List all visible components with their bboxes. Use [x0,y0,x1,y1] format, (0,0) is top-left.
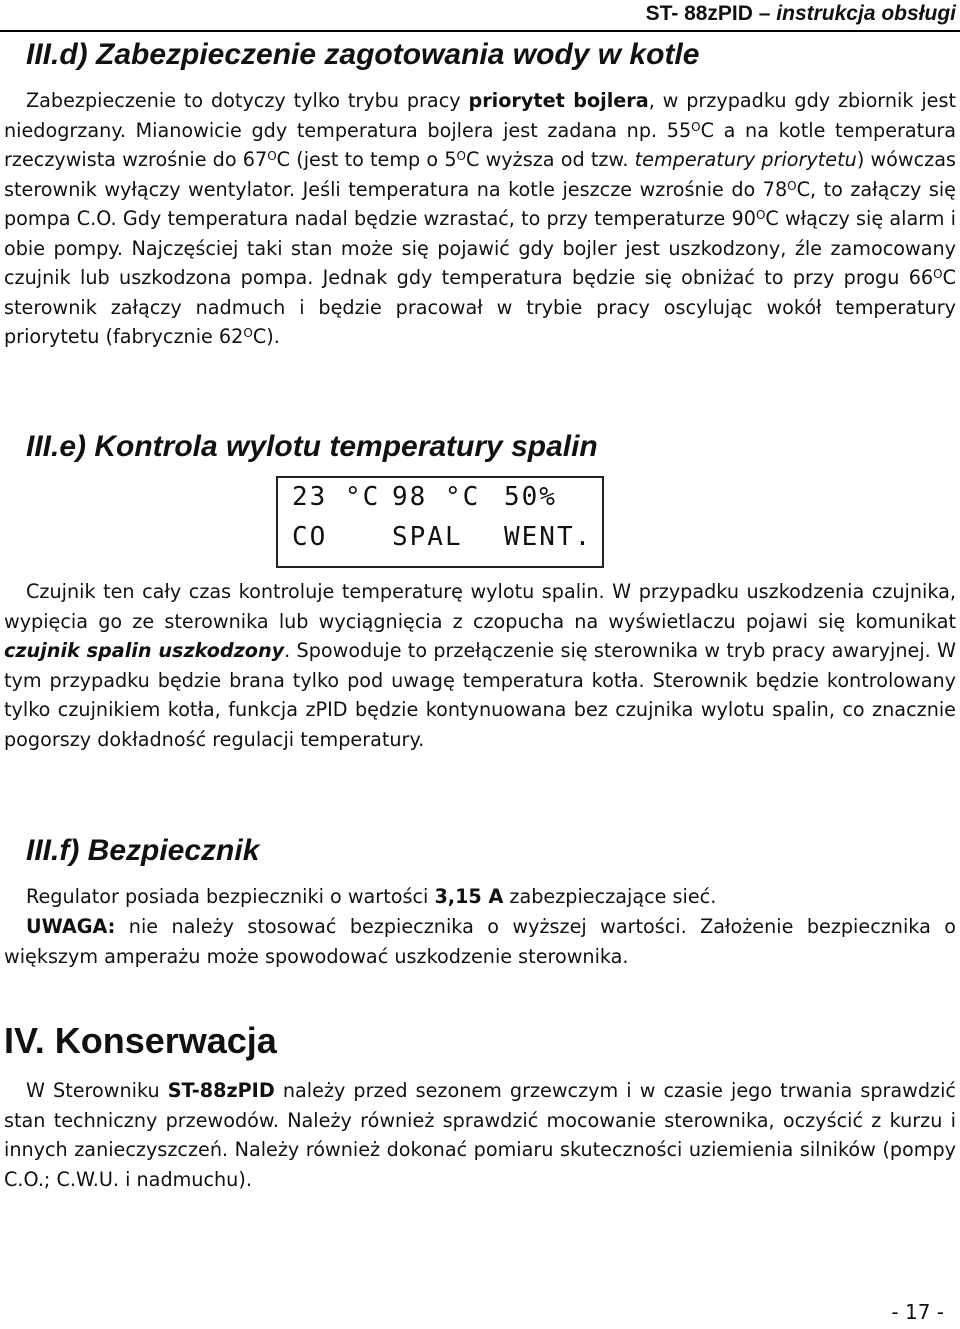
section-f-paragraph-2: UWAGA: nie należy stosować bezpiecznika o wyższej wartości. Założenie bezpiecznika o większym amperażu może spowodować uszkodzenie sterownika. [4,915,956,968]
lcd-co-temp: 23 °C [292,482,381,512]
section-iv-paragraph: W Sterowniku ST-88zPID należy przed sezonem grzewczym i w czasie jego trwania sprawdzić stan techniczny przewodów. Należy również sprawdzić mocowanie sterownika, oczyścić z kurzu i innych zanieczyszczeń. Należy również dokonać pomiaru skuteczności uziemienia silników (pompy C.O.; C.W.U. i nadmuchu). [4,1079,956,1191]
lcd-row-top [292,482,592,516]
header-divider [0,30,960,32]
running-header: ST- 88zPID – instrukcja obsługi [645,2,956,25]
lcd-display [276,476,604,568]
lcd-exhaust-label: SPAL [392,522,463,552]
section-d-heading: III.d) Zabezpieczenie zagotowania wody w kotle [26,38,700,71]
header-model: ST- 88zPID [645,2,753,25]
section-e-paragraph: Czujnik ten cały czas kontroluje temperaturę wylotu spalin. W przypadku uszkodzenia czujnika, wypięcia go ze sterownika lub wyciągnięcia z czopucha na wyświetlaczu pojawi się komunikat czujnik spalin uszkodzony. Spowoduje to przełączenie się sterownika w tryb pracy awaryjnej. W tym przypadku będzie brana tylko pod uwagę temperatura kotła. Sterownik będzie kontrolowany tylko czujnikiem kotła, funkcja zPID będzie kontynuowana bez czujnika wylotu spalin, co znacznie pogorszy dokładność regulacji temperatury. [4,580,956,751]
section-d-paragraph: Zabezpieczenie to dotyczy tylko trybu pracy priorytet bojlera, w przypadku gdy zbiornik jest niedogrzany. Mianowicie gdy temperatura bojlera jest zadana np. $55^OC$ a na kotle temperatura rzeczywista wzrośnie do $67^OC$ (jest to temp o $5^OC$ wyższa od tzw. temperatury priorytetu) wówczas sterownik wyłączy wentylator. Jeśli temperatura na kotle jeszcze wzrośnie do $78^OC$, to załączy się pompa C.O. Gdy temperatura nadal będzie wzrastać, to przy temperaturze $90^OC$ włączy się alarm i obie pompy. Najczęściej taki stan może się pojawić gdy bojler jest uszkodzony, źle zamocowany czujnik lub uszkodzona pompa. Jednak gdy temperatura będzie się obniżać to przy progu $66^OC$ sterownik załączy nadmuch i będzie pracował w trybie pracy oscylując wokół temperatury priorytetu (fabrycznie $62^OC$). [4,89,957,348]
lcd-exhaust-temp: 98 °C [392,482,481,512]
lcd-co-label: CO [292,522,328,552]
section-e-heading: III.e) Kontrola wylotu temperatury spalin [26,430,598,463]
page-number: - 17 - [891,1300,944,1324]
header-title: instrukcja obsługi [776,2,956,25]
section-f-paragraph-1: Regulator posiada bezpieczniki o wartości 3,15 A zabezpieczające sieć. [26,885,717,908]
lcd-row-bottom [292,522,592,556]
section-iv-heading: IV. Konserwacja [4,1020,277,1061]
section-f-heading: III.f) Bezpiecznik [26,834,260,867]
lcd-fan-label: WENT. [504,522,593,552]
lcd-fan-percent: 50% [504,482,557,512]
